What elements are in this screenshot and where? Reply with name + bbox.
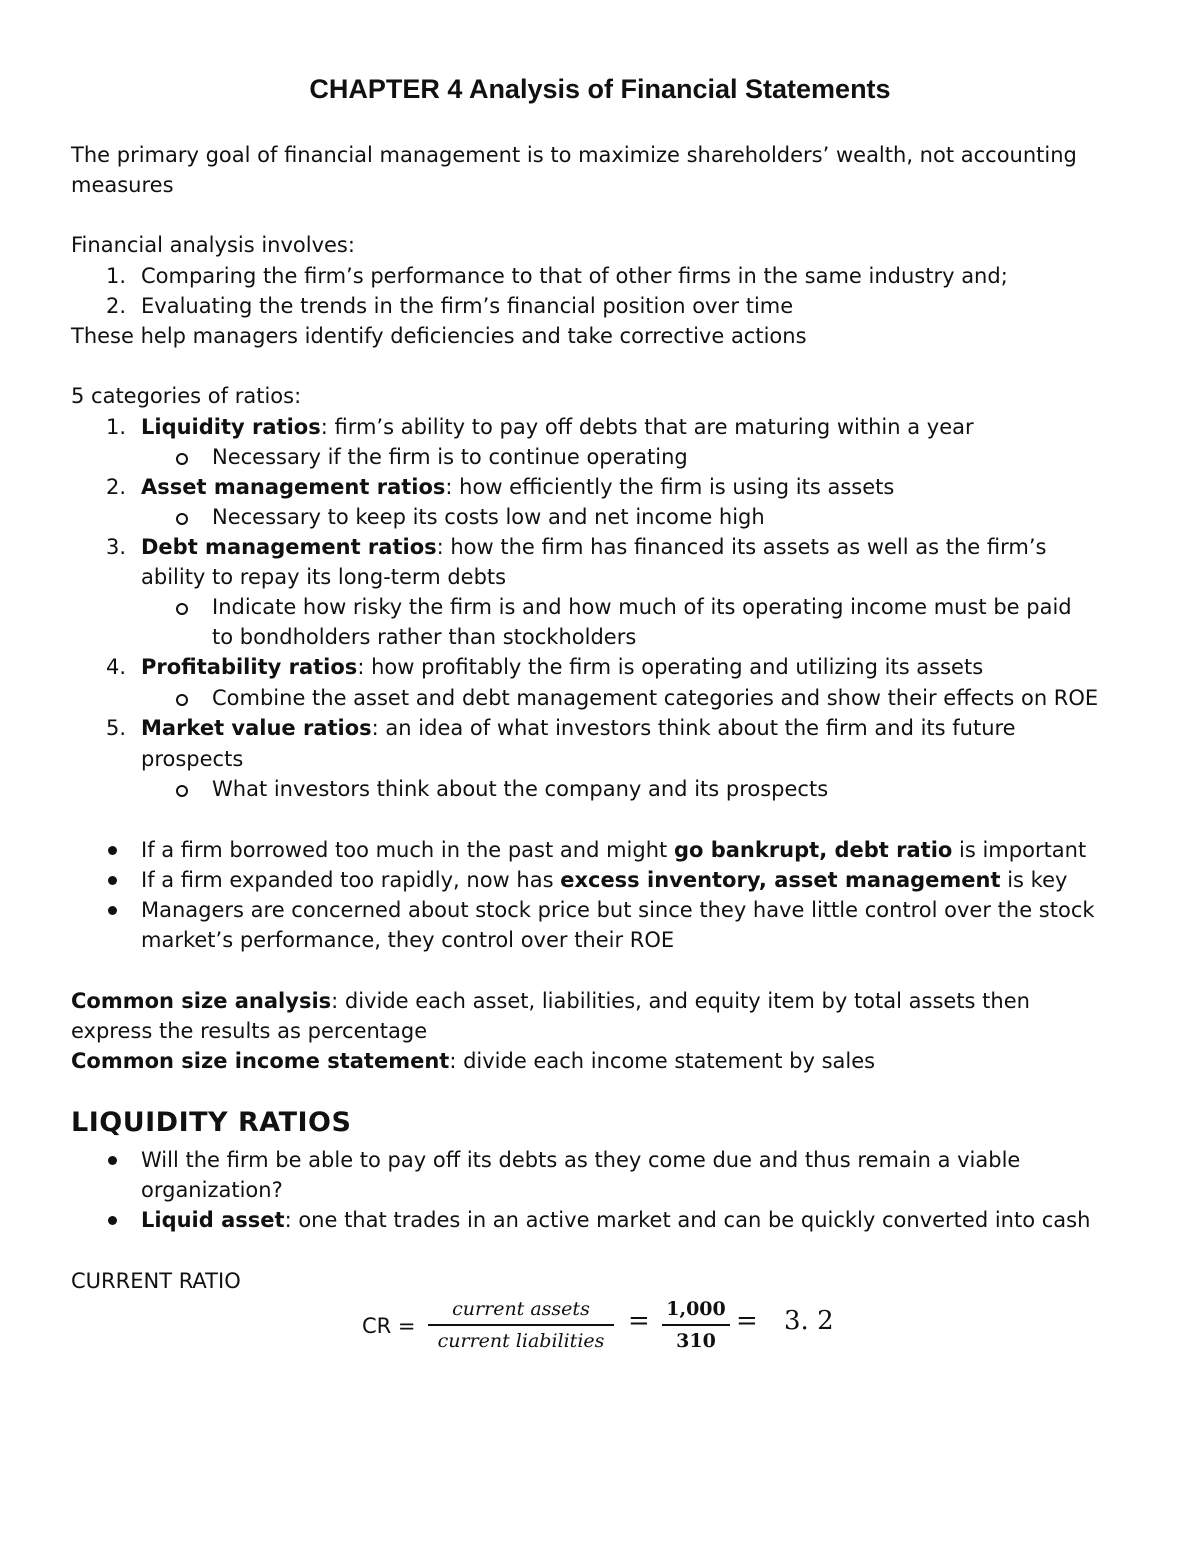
sub-item: What investors think about the company and its prospects [212,777,829,801]
fraction-numeric [662,1296,730,1354]
common-size-analysis-cont: express the results as percentage [71,1019,428,1043]
equals-sign: = [736,1306,758,1336]
hollow-bullet-icon [176,453,188,465]
list-number: 2. [106,294,127,318]
numerator: 1,000 [666,1298,726,1320]
current-ratio-heading: CURRENT RATIO [71,1269,241,1293]
bullet-text: If a firm borrowed too much in the past and might [141,838,674,862]
definition: : one that trades in an active market and can be quickly converted into cash [284,1208,1091,1232]
list-number: 1. [106,264,127,288]
bullet-text: is important [952,838,1087,862]
list-number: 4. [106,655,127,679]
common-size-income [71,1046,875,1076]
category-term: Profitability ratios [141,655,358,679]
equals-sign: = [628,1306,650,1336]
categories-heading: 5 categories of ratios: [71,384,302,408]
definition: : divide each asset, liabilities, and equity item by total assets then [331,989,1030,1013]
list-item: Evaluating the trends in the firm’s financial position over time [141,294,794,318]
category-description: : firm’s ability to pay off debts that are maturing within a year [320,415,974,439]
bullet-icon [108,876,117,885]
definition: : divide each income statement by sales [449,1049,876,1073]
term: Liquid asset [141,1208,285,1232]
sub-item: Combine the asset and debt management categories and show their effects on ROE [212,686,1099,710]
bullet-icon [108,1216,117,1225]
liquidity-ratios-heading: LIQUIDITY RATIOS [71,1107,352,1138]
sub-item: Necessary if the firm is to continue operating [212,445,688,469]
hollow-bullet-icon [176,513,188,525]
bullet-item-cont: organization? [141,1178,283,1202]
list-number: 1. [106,415,127,439]
list-item: Comparing the firm’s performance to that of other firms in the same industry and; [141,264,1008,288]
page-title: CHAPTER 4 Analysis of Financial Statements [309,74,891,104]
hollow-bullet-icon [176,694,188,706]
hollow-bullet-icon [176,785,188,797]
bullet-item [141,865,1067,895]
list-number: 5. [106,716,127,740]
list-number: 2. [106,475,127,499]
bullet-emphasis: excess inventory, asset management [560,868,1001,892]
formula-result: 3. 2 [784,1306,834,1336]
category-item [141,713,1016,743]
bullet-item-cont: market’s performance, they control over their ROE [141,928,675,952]
bullet-item: Managers are concerned about stock price but since they have little control over the stock [141,898,1095,922]
category-item [141,652,983,682]
denominator: 310 [676,1330,716,1352]
category-description: : how efficiently the firm is using its assets [445,475,895,499]
bullet-text: is key [1000,868,1068,892]
list-number: 3. [106,535,127,559]
sub-item: Necessary to keep its costs low and net income high [212,505,765,529]
denominator: current liabilities [437,1330,605,1352]
formula-lhs: CR = [362,1314,416,1338]
intro-line-1: The primary goal of financial management is to maximize shareholders’ wealth, not accounting [71,143,1077,167]
bullet-emphasis: go bankrupt, debt ratio [673,838,953,862]
category-description-cont: ability to repay its long-term debts [141,565,507,589]
bullet-icon [108,1156,117,1165]
common-size-analysis [71,986,1030,1016]
financial-analysis-heading: Financial analysis involves: [71,233,355,257]
bullet-item [141,1205,1090,1235]
category-item [141,412,974,442]
category-description: : how profitably the firm is operating and utilizing its assets [357,655,984,679]
category-description-cont: prospects [141,747,244,771]
financial-analysis-note: These help managers identify deficiencies and take corrective actions [71,324,807,348]
category-term: Liquidity ratios [141,415,321,439]
bullet-icon [108,906,117,915]
bullet-text: If a firm expanded too rapidly, now has [141,868,561,892]
hollow-bullet-icon [176,603,188,615]
term: Common size income statement [71,1049,450,1073]
current-ratio-formula [360,1292,860,1362]
numerator: current assets [452,1298,590,1320]
bullet-item: Will the firm be able to pay off its debts as they come due and thus remain a viable [141,1148,1021,1172]
fraction-bar [662,1324,730,1326]
category-description: : how the firm has financed its assets as well as the firm’s [436,535,1047,559]
category-term: Debt management ratios [141,535,437,559]
sub-item: Indicate how risky the firm is and how much of its operating income must be paid [212,595,1072,619]
fraction-symbolic [428,1296,614,1354]
bullet-item [141,835,1086,865]
category-term: Asset management ratios [141,475,446,499]
category-description: : an idea of what investors think about the firm and its future [371,716,1016,740]
sub-item-cont: to bondholders rather than stockholders [212,625,637,649]
category-item [141,532,1046,562]
category-item [141,472,894,502]
bullet-icon [108,846,117,855]
intro-line-2: measures [71,173,174,197]
category-term: Market value ratios [141,716,372,740]
term: Common size analysis [71,989,332,1013]
fraction-bar [428,1324,614,1326]
